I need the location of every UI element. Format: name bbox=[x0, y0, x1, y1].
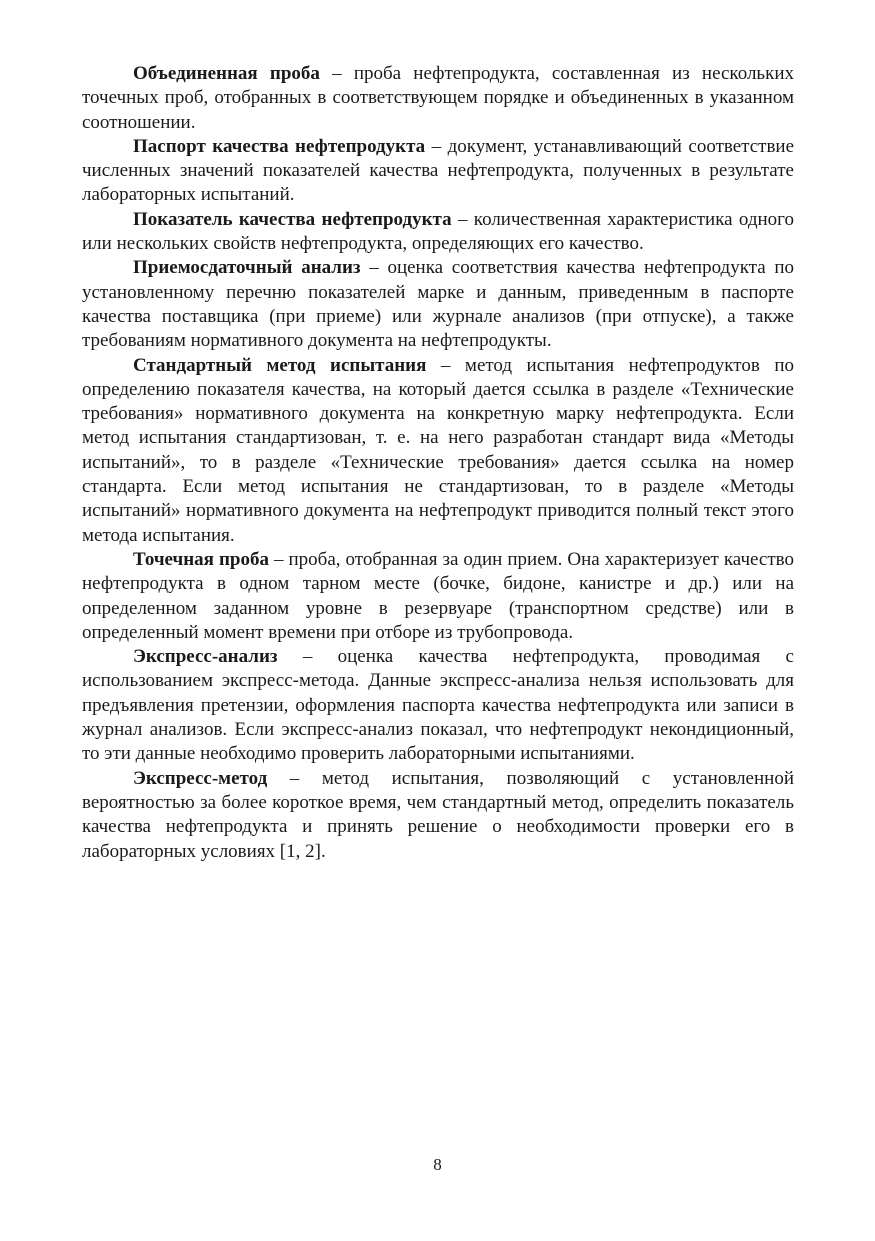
dash-separator: – bbox=[426, 354, 465, 376]
term-express-analysis: Экспресс-анализ bbox=[133, 646, 278, 668]
term-standard-test-method: Стандартный метод испытания bbox=[133, 354, 427, 376]
dash-separator: – bbox=[425, 135, 448, 157]
term-quality-indicator: Показатель качества нефтепродукта bbox=[133, 208, 452, 230]
dash-separator: – bbox=[451, 208, 474, 230]
dash-separator: – bbox=[267, 767, 322, 789]
definition-acceptance-analysis bbox=[82, 256, 794, 353]
dash-separator: – bbox=[319, 63, 354, 84]
definition-text: оценка соответствия качества нефтепродукта по установленному перечню показателей марке и данным, приведенным в паспорте качества поставщика (при приеме) или журнале анализов (при отпуске), а также требованиям нормативного документа на нефтепродукты. bbox=[82, 257, 795, 352]
definition-combined-sample bbox=[82, 62, 794, 135]
page-content bbox=[82, 62, 794, 864]
term-acceptance-analysis: Приемосдаточный анализ bbox=[133, 257, 361, 279]
definition-text: метод испытания, позволяющий с установленной вероятностью за более короткое время, чем стандартный метод, определить показатель качества нефтепродукта и принять решение о необходимости проверки его в лабораторных условиях [1, 2]. bbox=[82, 767, 794, 862]
definition-text: проба, отобранная за один прием. Она характеризует качество нефтепродукта в одном тарном месте (бочке, бидоне, канистре и др.) или на определенном заданном уровне в резервуаре (транспортном средстве) или в определенный момент времени при отборе из трубопровода. bbox=[82, 548, 795, 643]
page-number: 8 bbox=[433, 1155, 442, 1174]
term-quality-passport: Паспорт качества нефтепродукта bbox=[133, 135, 426, 157]
definition-spot-sample bbox=[82, 548, 794, 645]
definition-text: оценка качества нефтепродукта, проводимая с использованием экспресс-метода. Данные экспресс-анализа нельзя использовать для предъявления претензии, оформления паспорта качества нефтепродукта или записи в журнал анализов. Если экспресс-анализ показал, что нефтепродукт некондиционный, то эти данные необходимо проверить лабораторными испытаниями. bbox=[82, 646, 794, 765]
definition-text: метод испытания нефтепродуктов по определению показателя качества, на который дается ссылка в разделе «Технические требования» нормативного документа на конкретную марку нефтепродукта. Если метод испытания стандартизован, т. е. на него разработан стандарт вида «Методы испытаний», то в разделе «Технические требования» дается ссылка на номер стандарта. Если метод испытания не стандартизован, то в разделе «Методы испытаний» нормативного документа на нефтепродукт приводится полный текст этого метода испытания. bbox=[82, 354, 794, 546]
term-combined-sample: Объединенная проба bbox=[133, 63, 320, 84]
term-express-method: Экспресс-метод bbox=[133, 767, 268, 789]
definition-text: проба нефтепродукта, составленная из нескольких точечных проб, отобранных в соответствующем порядке и объединенных в указанном соотношении. bbox=[82, 63, 794, 133]
dash-separator: – bbox=[277, 646, 338, 668]
definition-quality-indicator bbox=[82, 208, 794, 257]
definition-express-method bbox=[82, 767, 794, 864]
definition-standard-test-method bbox=[82, 354, 794, 548]
term-spot-sample: Точечная проба bbox=[133, 548, 269, 570]
dash-separator: – bbox=[360, 257, 388, 279]
definition-quality-passport bbox=[82, 135, 794, 208]
definition-express-analysis bbox=[82, 645, 794, 766]
definition-text: документ, устанавливающий соответствие численных значений показателей качества нефтепродукта, полученных в результате лабораторных испытаний. bbox=[82, 135, 795, 206]
dash-separator: – bbox=[268, 548, 289, 570]
definition-text: количественная характеристика одного или нескольких свойств нефтепродукта, определяющих его качество. bbox=[82, 208, 795, 255]
